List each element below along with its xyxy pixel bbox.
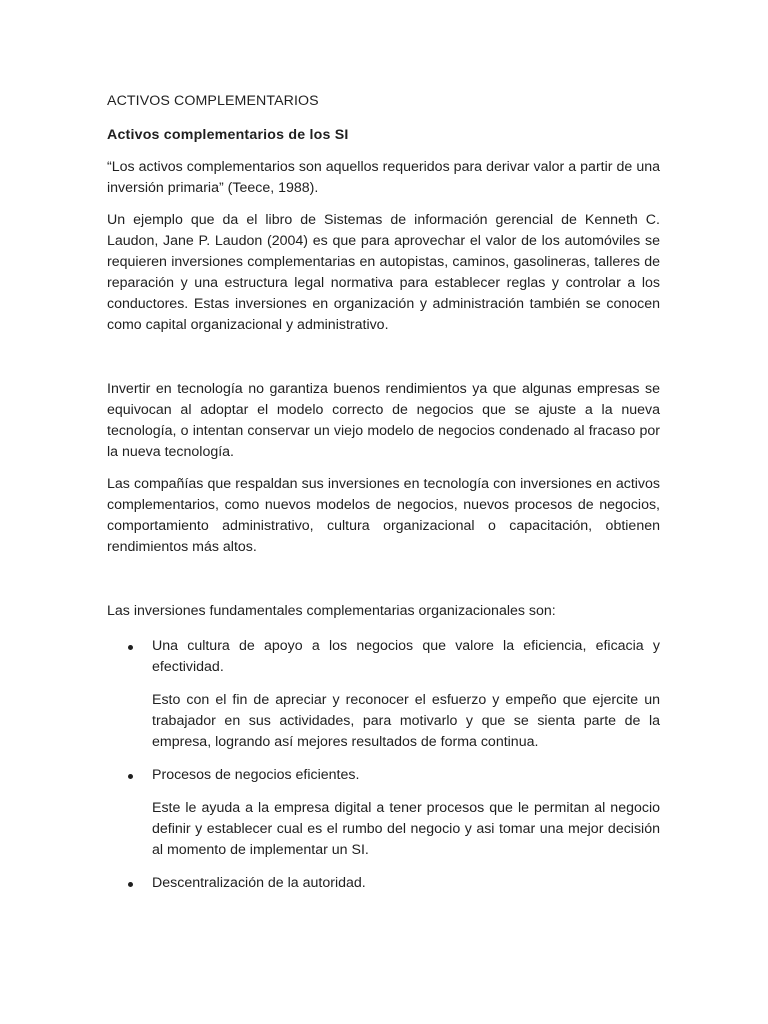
document-content [107, 91, 660, 906]
paragraph-example: Un ejemplo que da el libro de Sistemas de información gerencial de Kenneth C. Laudon, Jane P. Laudon (2004) es que para aprovechar el valor de los automóviles se requieren inversiones complementarias en autopistas, caminos, gasolineras, talleres de reparación y una estructura legal normativa para establecer reglas y controlar a los conductores. Estas inversiones en organización y administración también se conocen como capital organizacional y administrativo. [107, 212, 660, 333]
paragraph-quote: “Los activos complementarios son aquellos requeridos para derivar valor a partir de una inversión primaria” (Teece, 1988). [107, 159, 660, 196]
bullet-icon [128, 774, 133, 779]
list-item-title: Procesos de negocios eficientes. [152, 767, 360, 783]
bullet-list [107, 636, 660, 894]
paragraph-list-intro: Las inversiones fundamentales complementarias organizacionales son: [107, 603, 556, 619]
document-title: ACTIVOS COMPLEMENTARIOS [107, 93, 319, 109]
bullet-icon [128, 882, 133, 887]
paragraph-spacer [107, 558, 660, 601]
list-item-title: Descentralización de la autoridad. [152, 875, 366, 891]
paragraph-invest: Invertir en tecnología no garantiza buenos rendimientos ya que algunas empresas se equivocan al adoptar el modelo correcto de negocios que se ajuste a la nueva tecnología, o intentan conservar un viejo modelo de negocios condenado al fracaso por la nueva tecnología. [107, 381, 660, 460]
paragraph-spacer [107, 336, 660, 379]
section-heading: Activos complementarios de los SI [107, 127, 349, 143]
list-item [107, 765, 660, 861]
list-item [107, 873, 660, 894]
list-item [107, 636, 660, 753]
list-item-title: Una cultura de apoyo a los negocios que valore la eficiencia, eficacia y efectividad. [152, 638, 660, 675]
bullet-icon [128, 645, 133, 650]
list-item-detail: Esto con el fin de apreciar y reconocer el esfuerzo y empeño que ejercite un trabajador en sus actividades, para motivarlo y que se sienta parte de la empresa, logrando así mejores resultados de forma continua. [152, 692, 660, 750]
list-item-detail: Este le ayuda a la empresa digital a tener procesos que le permitan al negocio definir y establecer cual es el rumbo del negocio y asi tomar una mejor decisión al momento de implementar un SI. [152, 800, 660, 858]
paragraph-companies: Las compañías que respaldan sus inversiones en tecnología con inversiones en activos complementarios, como nuevos modelos de negocios, nuevos procesos de negocios, comportamiento administrativo, cultura organizacional o capacitación, obtienen rendimientos más altos. [107, 476, 660, 555]
